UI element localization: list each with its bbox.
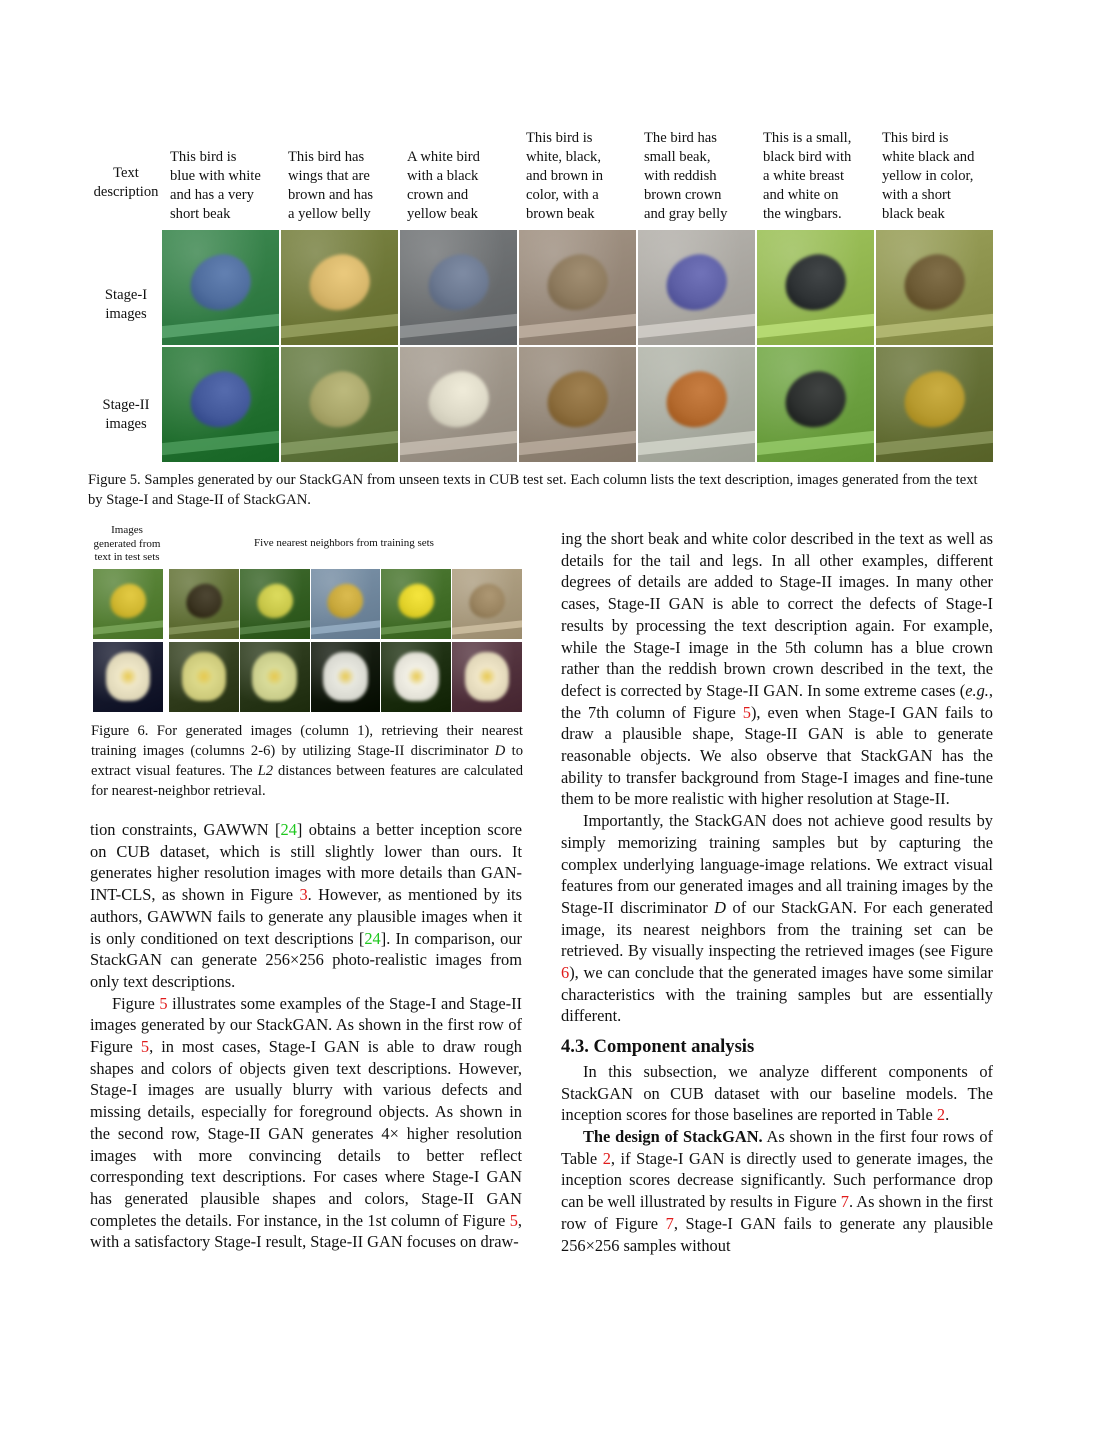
paragraph [90,993,522,1253]
description-line: color, with a [526,187,599,203]
text: Figure [112,993,160,1013]
text-description-6 [763,129,879,224]
description-line: blue with white [170,168,261,184]
description-line: and has a very [170,187,254,203]
description-line: This bird is [526,130,593,146]
row-label-line: Stage-II [102,397,150,413]
generated-image-row-1 [93,569,163,639]
paragraph [90,819,522,993]
bird-shape [899,367,970,434]
caption-text: to extract visual features. The [91,743,523,779]
neighbor-image-2 [240,569,310,639]
bird-shape [185,250,256,317]
branch-shape [162,430,279,455]
caption-text: Figure 6. For generated images (column 1), retrieving their nearest training images (columns 2-6) by utilizing Stage-II discriminator [91,723,523,759]
description-line: short beak [170,206,231,222]
description-line: brown crown [644,187,722,203]
branch-shape [519,430,636,455]
figure-5-image-grid [162,230,992,462]
flower-shape [465,652,510,701]
paragraph [561,810,993,1027]
bird-shape [107,581,150,621]
figure-6-header-neighbors: Five nearest neighbors from training sets [254,537,434,549]
stage-2-image-1 [162,347,279,462]
text: ), we can conclude that the generated images have some similar characteristics with the training samples but are essentially different. [561,963,993,1026]
neighbor-image-5 [452,642,522,712]
paragraph [561,1126,993,1256]
text: ing the short beak and white color described in the text as well as details for the tail and legs. In all other examples, different degrees of details are added to Stage-II images. In many other cases, Stage-II GAN is able to correct the defects of Stage-I results by processing the text description again. For example, while the Stage-I image in the 5th column has a blue crown rather than the reddish brown crown described in the text, the defect is corrected by Stage-II GAN. In some extreme cases ( [561,529,993,700]
description-line: with reddish [644,168,717,184]
text-italic: e.g. [965,680,989,700]
stage-2-image-7 [876,347,993,462]
figure-ref-link[interactable]: 7 [665,1213,674,1233]
description-line: yellow in color, [882,168,974,184]
bird-shape [542,367,613,434]
text: of our StackGAN. For each generated image, its nearest neighbors from the training set can be retrieved. By visually inspecting the retrieved images (see Figure [561,897,993,961]
neighbor-image-1 [169,569,239,639]
neighbor-image-4 [381,642,451,712]
left-column [90,819,522,1253]
branch-shape [400,430,517,455]
description-line: white, black, [526,149,601,165]
description-line: small beak, [644,149,711,165]
generated-image-row-2 [93,642,163,712]
bird-shape [899,250,970,317]
bird-shape [423,250,494,317]
bird-shape [183,581,225,621]
description-line: This bird has [288,149,365,165]
stage-2-image-4 [519,347,636,462]
stage-1-image-3 [400,230,517,345]
figure-ref-link[interactable]: 6 [561,963,570,983]
figure-5-caption: Figure 5. Samples generated by our StackGAN from unseen texts in CUB test set. Each column lists the text description, images generated from the text by Stage-I and Stage-II of StackGAN. [88,472,978,508]
text: tion constraints, GAWWN [ [90,820,281,839]
branch-shape [757,430,874,455]
flower-shape [182,652,227,701]
bird-shape [185,367,256,434]
branch-shape [381,620,451,635]
nearest-neighbors-row-1 [169,569,522,639]
text: ]. In comparison, our StackGAN can generate 256×256 photo-realistic images from only text descriptions. [90,928,522,991]
description-line: This bird is [170,149,237,165]
description-line: and white on [763,187,839,203]
text: . However, as mentioned by its authors, GAWWN fails to generate any plausible images when it is only conditioned on text descriptions [ [90,885,522,948]
description-line: yellow beak [407,206,478,222]
figure-ref-link[interactable]: 5 [159,993,168,1013]
description-line: crown and [407,187,469,203]
text: , the 7th column of Figure [561,680,993,722]
branch-shape [757,313,874,338]
bird-shape [324,581,366,621]
branch-shape [452,620,522,635]
branch-shape [93,620,163,635]
header-line: Images [111,524,143,536]
bird-shape [542,250,613,317]
figure-ref-link[interactable]: 5 [509,1210,518,1230]
flower-shape [252,652,297,701]
description-line: A white bird [407,149,480,165]
stage-2-image-5 [638,347,755,462]
text: , in most cases, Stage-I GAN is able to draw rough shapes and colors of objects given text descriptions. However, Stage-I images are usually blurry with various defects and missing details, especially for foreground objects. As shown in the second row, Stage-II GAN generates 4× higher resolution images with more convincing details to better reflect corresponding text descriptions. For cases where Stage-I GAN has generated plausible shapes and colors, Stage-II GAN completes the details. For instance, in the 1st column of Figure [90,1037,522,1230]
description-line: black bird with [763,149,852,165]
text: ), even when Stage-I GAN fails to draw a plausible shape, Stage-II GAN is able to generate reasonable objects. We also observe that StackGAN has the ability to transfer background from Stage-I images and fine-tune them to be more realistic with higher resolution at Stage-II. [561,702,993,809]
text-description-4 [526,129,642,224]
row-label-text-description [88,164,164,202]
branch-shape [519,313,636,338]
description-line: white black and [882,149,975,165]
bird-shape [661,367,732,434]
bird-shape [304,367,375,434]
description-line: This bird is [882,130,949,146]
neighbor-image-4 [381,569,451,639]
description-line: and gray belly [644,206,728,222]
text: . As shown in the first row of Figure [561,1192,993,1233]
figure-6-header-generated [91,524,163,565]
header-line: generated from [93,537,161,550]
table-ref-link[interactable]: 2 [936,1105,946,1125]
branch-shape [638,313,755,338]
figure-ref-link[interactable]: 3 [299,885,308,905]
bird-shape [423,367,494,434]
row-label-stage-1 [88,286,164,324]
branch-shape [876,313,993,338]
right-column [561,528,993,1256]
text: , Stage-I GAN fails to generate any plausible 256×256 samples without [561,1213,994,1255]
branch-shape [311,620,381,635]
branch-shape [281,313,398,338]
table-ref-link[interactable]: 2 [602,1148,611,1168]
row-label-line: images [105,306,147,322]
text-description-1 [170,148,286,224]
stage-1-image-5 [638,230,755,345]
row-label-line: images [105,416,147,432]
section-heading: 4.3. Component analysis [561,1036,755,1058]
bird-shape [780,250,851,317]
text: ] obtains a better inception score on CUB dataset, which is still slightly lower than ours. It generates higher resolution images with more details than GAN-INT-CLS, as shown in Figure [90,820,522,905]
neighbor-image-3 [311,569,381,639]
bird-shape [253,581,295,621]
branch-shape [169,620,239,635]
header-line: text in test sets [94,551,160,563]
stage-2-image-2 [281,347,398,462]
branch-shape [281,430,398,455]
text: In this subsection, we analyze different components of StackGAN on CUB dataset with our baseline models. The inception scores for those baselines are reported in Table [561,1061,993,1125]
text-description-2 [288,148,404,224]
bird-shape [395,581,437,621]
math-symbol: L2 [257,763,274,779]
neighbor-image-5 [452,569,522,639]
description-line: the wingbars. [763,206,842,222]
neighbor-image-1 [169,642,239,712]
figure-6-caption [91,721,523,801]
caption-text: distances between features are calculated for nearest-neighbor retrieval. [91,763,523,799]
text: . [945,1105,950,1125]
neighbor-image-2 [240,642,310,712]
bird-shape [466,581,508,621]
math-symbol: D [714,897,727,917]
description-line: a white breast [763,168,845,184]
description-line: brown beak [526,206,595,222]
text: illustrates some examples of the Stage-I and Stage-II images generated by our StackGAN. As shown in the first row of Figure [90,993,522,1057]
branch-shape [638,430,755,455]
bird-shape [661,250,732,317]
figure-ref-link[interactable]: 5 [140,1037,150,1057]
flower-shape [106,652,151,701]
neighbor-image-3 [311,642,381,712]
figure-5 [88,128,993,508]
run-in-heading: The design of StackGAN. [583,1126,763,1146]
description-line: and brown in [526,168,604,184]
row-label-line: Text [113,165,139,181]
text-description-7 [882,129,998,224]
stage-2-image-6 [757,347,874,462]
paragraph [561,1061,993,1126]
text-description-3 [407,148,523,224]
bird-shape [780,367,851,434]
description-line: The bird has [644,130,717,146]
citation-link[interactable]: 24 [364,928,381,948]
stage-2-image-3 [400,347,517,462]
branch-shape [400,313,517,338]
figure-ref-link[interactable]: 5 [742,702,751,722]
stage-1-image-2 [281,230,398,345]
text: , if Stage-I GAN is directly used to generate images, the inception scores decrease significantly. Such performance drop can be well illustrated by results in Figure [561,1148,994,1212]
branch-shape [240,620,310,635]
row-label-stage-2 [88,396,164,434]
description-line: wings that are [288,168,370,184]
description-line: This is a small, [763,130,852,146]
row-label-line: description [93,184,159,200]
figure-ref-link[interactable]: 7 [840,1192,849,1212]
math-symbol: D [494,743,506,759]
row-label-line: Stage-I [104,287,148,303]
description-line: black beak [882,206,945,222]
description-line: a yellow belly [288,206,371,222]
text-description-5 [644,129,760,224]
branch-shape [876,430,993,455]
description-line: with a black [407,168,479,184]
text: Importantly, the StackGAN does not achieve good results by simply memorizing training samples but by capturing the complex underlying language-image relations. We extract visual features from our generated images and all training images by the Stage-II discriminator [561,811,993,917]
nearest-neighbors-row-2 [169,642,522,712]
description-line: brown and has [288,187,374,203]
flower-shape [394,652,439,701]
stage-1-image-4 [519,230,636,345]
text: , with a satisfactory Stage-I result, Stage-II GAN focuses on draw- [90,1210,522,1252]
figure-6-image-grid [93,569,523,713]
paragraph [561,528,993,810]
bird-shape [304,250,375,317]
figure-5-text-row [88,128,993,228]
stage-1-image-7 [876,230,993,345]
citation-link[interactable]: 24 [280,820,297,839]
description-line: with a short [882,187,951,203]
stage-1-image-1 [162,230,279,345]
flower-shape [323,652,368,701]
branch-shape [162,313,279,338]
stage-1-image-6 [757,230,874,345]
text: As shown in the first four rows of Table [561,1126,993,1168]
